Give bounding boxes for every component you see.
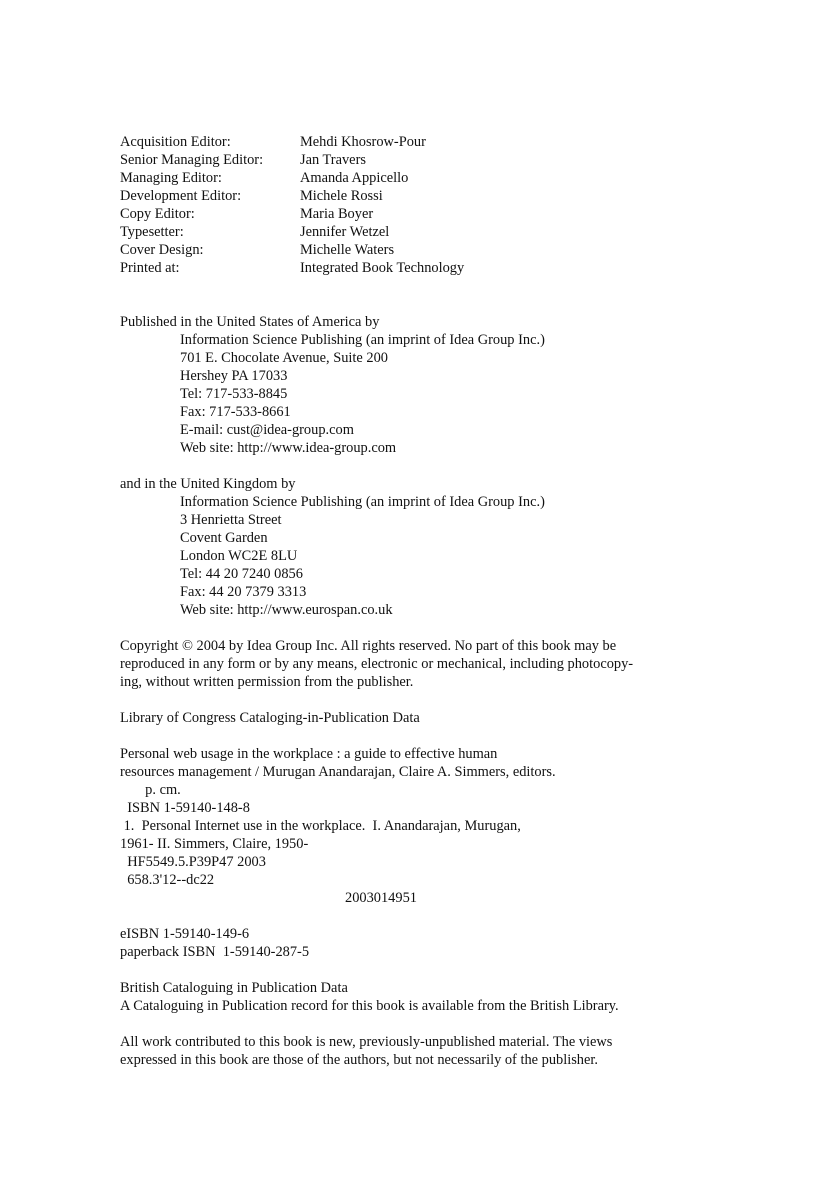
uk-address-line: Covent Garden [180, 530, 268, 546]
credit-role: Development Editor: [120, 188, 242, 204]
credit-name: Integrated Book Technology [300, 260, 465, 276]
cip-line: p. cm. [120, 782, 181, 798]
us-phone: Tel: 717-533-8845 [180, 386, 288, 402]
us-fax: Fax: 717-533-8661 [180, 404, 291, 420]
copyright-line: Copyright © 2004 by Idea Group Inc. All rights reserved. No part of this book may be [120, 638, 617, 654]
credit-role: Acquisition Editor: [120, 134, 231, 150]
credit-name: Jennifer Wetzel [300, 224, 390, 240]
us-address-line: Information Science Publishing (an imprint of Idea Group Inc.) [180, 332, 545, 348]
credit-role: Typesetter: [120, 224, 184, 240]
disclaimer-line: All work contributed to this book is new, previously-unpublished material. The views [120, 1034, 613, 1050]
british-heading: British Cataloguing in Publication Data [120, 980, 348, 996]
us-address-line: Hershey PA 17033 [180, 368, 288, 384]
copyright-line: reproduced in any form or by any means, electronic or mechanical, including photocopy- [120, 656, 634, 672]
uk-address-line: Information Science Publishing (an imprint of Idea Group Inc.) [180, 494, 545, 510]
cip-line: resources management / Murugan Anandarajan, Claire A. Simmers, editors. [120, 764, 556, 780]
credit-name: Michelle Waters [300, 242, 395, 258]
cip-line: 658.3'12--dc22 [120, 872, 215, 888]
credit-name: Michele Rossi [300, 188, 383, 204]
cip-line: HF5549.5.P39P47 2003 [120, 854, 266, 870]
cip-line: Personal web usage in the workplace : a guide to effective human [120, 746, 498, 762]
credit-name: Maria Boyer [300, 206, 374, 222]
credit-role: Copy Editor: [120, 206, 195, 222]
us-email: E-mail: cust@idea-group.com [180, 422, 354, 438]
credit-role: Printed at: [120, 260, 180, 276]
uk-fax: Fax: 44 20 7379 3313 [180, 584, 307, 600]
copyright-line: ing, without written permission from the publisher. [120, 674, 414, 690]
us-website: Web site: http://www.idea-group.com [180, 440, 397, 456]
disclaimer-line: expressed in this book are those of the authors, but not necessarily of the publisher. [120, 1052, 598, 1068]
paperback-isbn: paperback ISBN 1-59140-287-5 [120, 944, 310, 960]
credit-role: Cover Design: [120, 242, 204, 258]
loc-heading: Library of Congress Cataloging-in-Publication Data [120, 710, 420, 726]
lccn: 2003014951 [345, 890, 417, 906]
cip-line: ISBN 1-59140-148-8 [120, 800, 250, 816]
credit-role: Managing Editor: [120, 170, 222, 186]
cip-line: 1. Personal Internet use in the workplace. I. Anandarajan, Murugan, [120, 818, 521, 834]
credit-name: Jan Travers [300, 152, 366, 168]
credit-role: Senior Managing Editor: [120, 152, 264, 168]
eisbn: eISBN 1-59140-149-6 [120, 926, 250, 942]
uk-phone: Tel: 44 20 7240 0856 [180, 566, 303, 582]
uk-website: Web site: http://www.eurospan.co.uk [180, 602, 393, 618]
us-address-line: 701 E. Chocolate Avenue, Suite 200 [180, 350, 388, 366]
cip-line: 1961- II. Simmers, Claire, 1950- [120, 836, 309, 852]
uk-address-line: London WC2E 8LU [180, 548, 298, 564]
credit-name: Mehdi Khosrow-Pour [300, 134, 426, 150]
us-intro: Published in the United States of America by [120, 314, 380, 330]
uk-address-line: 3 Henrietta Street [180, 512, 282, 528]
credit-name: Amanda Appicello [300, 170, 409, 186]
british-record: A Cataloguing in Publication record for this book is available from the British Library. [120, 998, 619, 1014]
uk-intro: and in the United Kingdom by [120, 476, 296, 492]
